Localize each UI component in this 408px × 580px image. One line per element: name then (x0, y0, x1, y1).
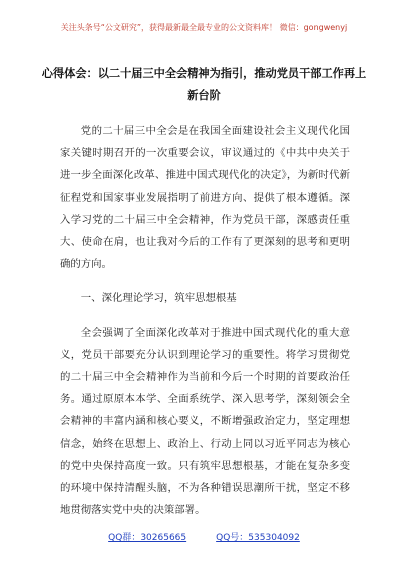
footer-contact (0, 530, 408, 543)
intro-paragraph: 党的二十届三中全会是在我国全面建设社会主义现代化国家关键时期召开的一次重要会议，审议通过的《中共中央关于进一步全面深化改革、推进中国式现代化的决定》，为新时代新征程党和国家事业发展指明了前进方向、提供了根本遵循。深入学习党的二十届三中全会精神，作为党员干部，深感责任重大、使命在肩，也让我对今后的工作有了更深刻的思考和更明确的方向。 (60, 125, 350, 271)
section-heading: 一、深化理论学习，筑牢思想根基 (80, 292, 237, 305)
qq-number-link[interactable]: QQ号：535304092 (216, 533, 300, 543)
header-promo-note: 关注头条号“公文研究”，获得最新最全最专业的公文资料库！ 微信：gongwenyj (60, 23, 348, 32)
qq-group-link[interactable]: QQ群：30265665 (108, 533, 187, 543)
document-body (60, 120, 350, 521)
document-title: 心得体会：以二十届三中全会精神为指引，推动党员干部工作再上新台阶 (41, 66, 367, 102)
body-paragraph: 全会强调了全面深化改革对于推进中国式现代化的重大意义，党员干部要充分认识到理论学习的重要性。将学习贯彻党的二十届三中全会精神作为当前和今后一个时期的首要政治任务。通过原原本本学、全面系统学、深入思考学，深刻领会全会精神的丰富内涵和核心要义，不断增强政治定力，坚定理想信念，始终在思想上、政治上、行动上同以习近平同志为核心的党中央保持高度一致。只有筑牢思想根基，才能在复杂多变的环境中保持清醒头脑，不为各种错误思潮所干扰，坚定不移地贯彻落实党中央的决策部署。 (60, 326, 350, 517)
